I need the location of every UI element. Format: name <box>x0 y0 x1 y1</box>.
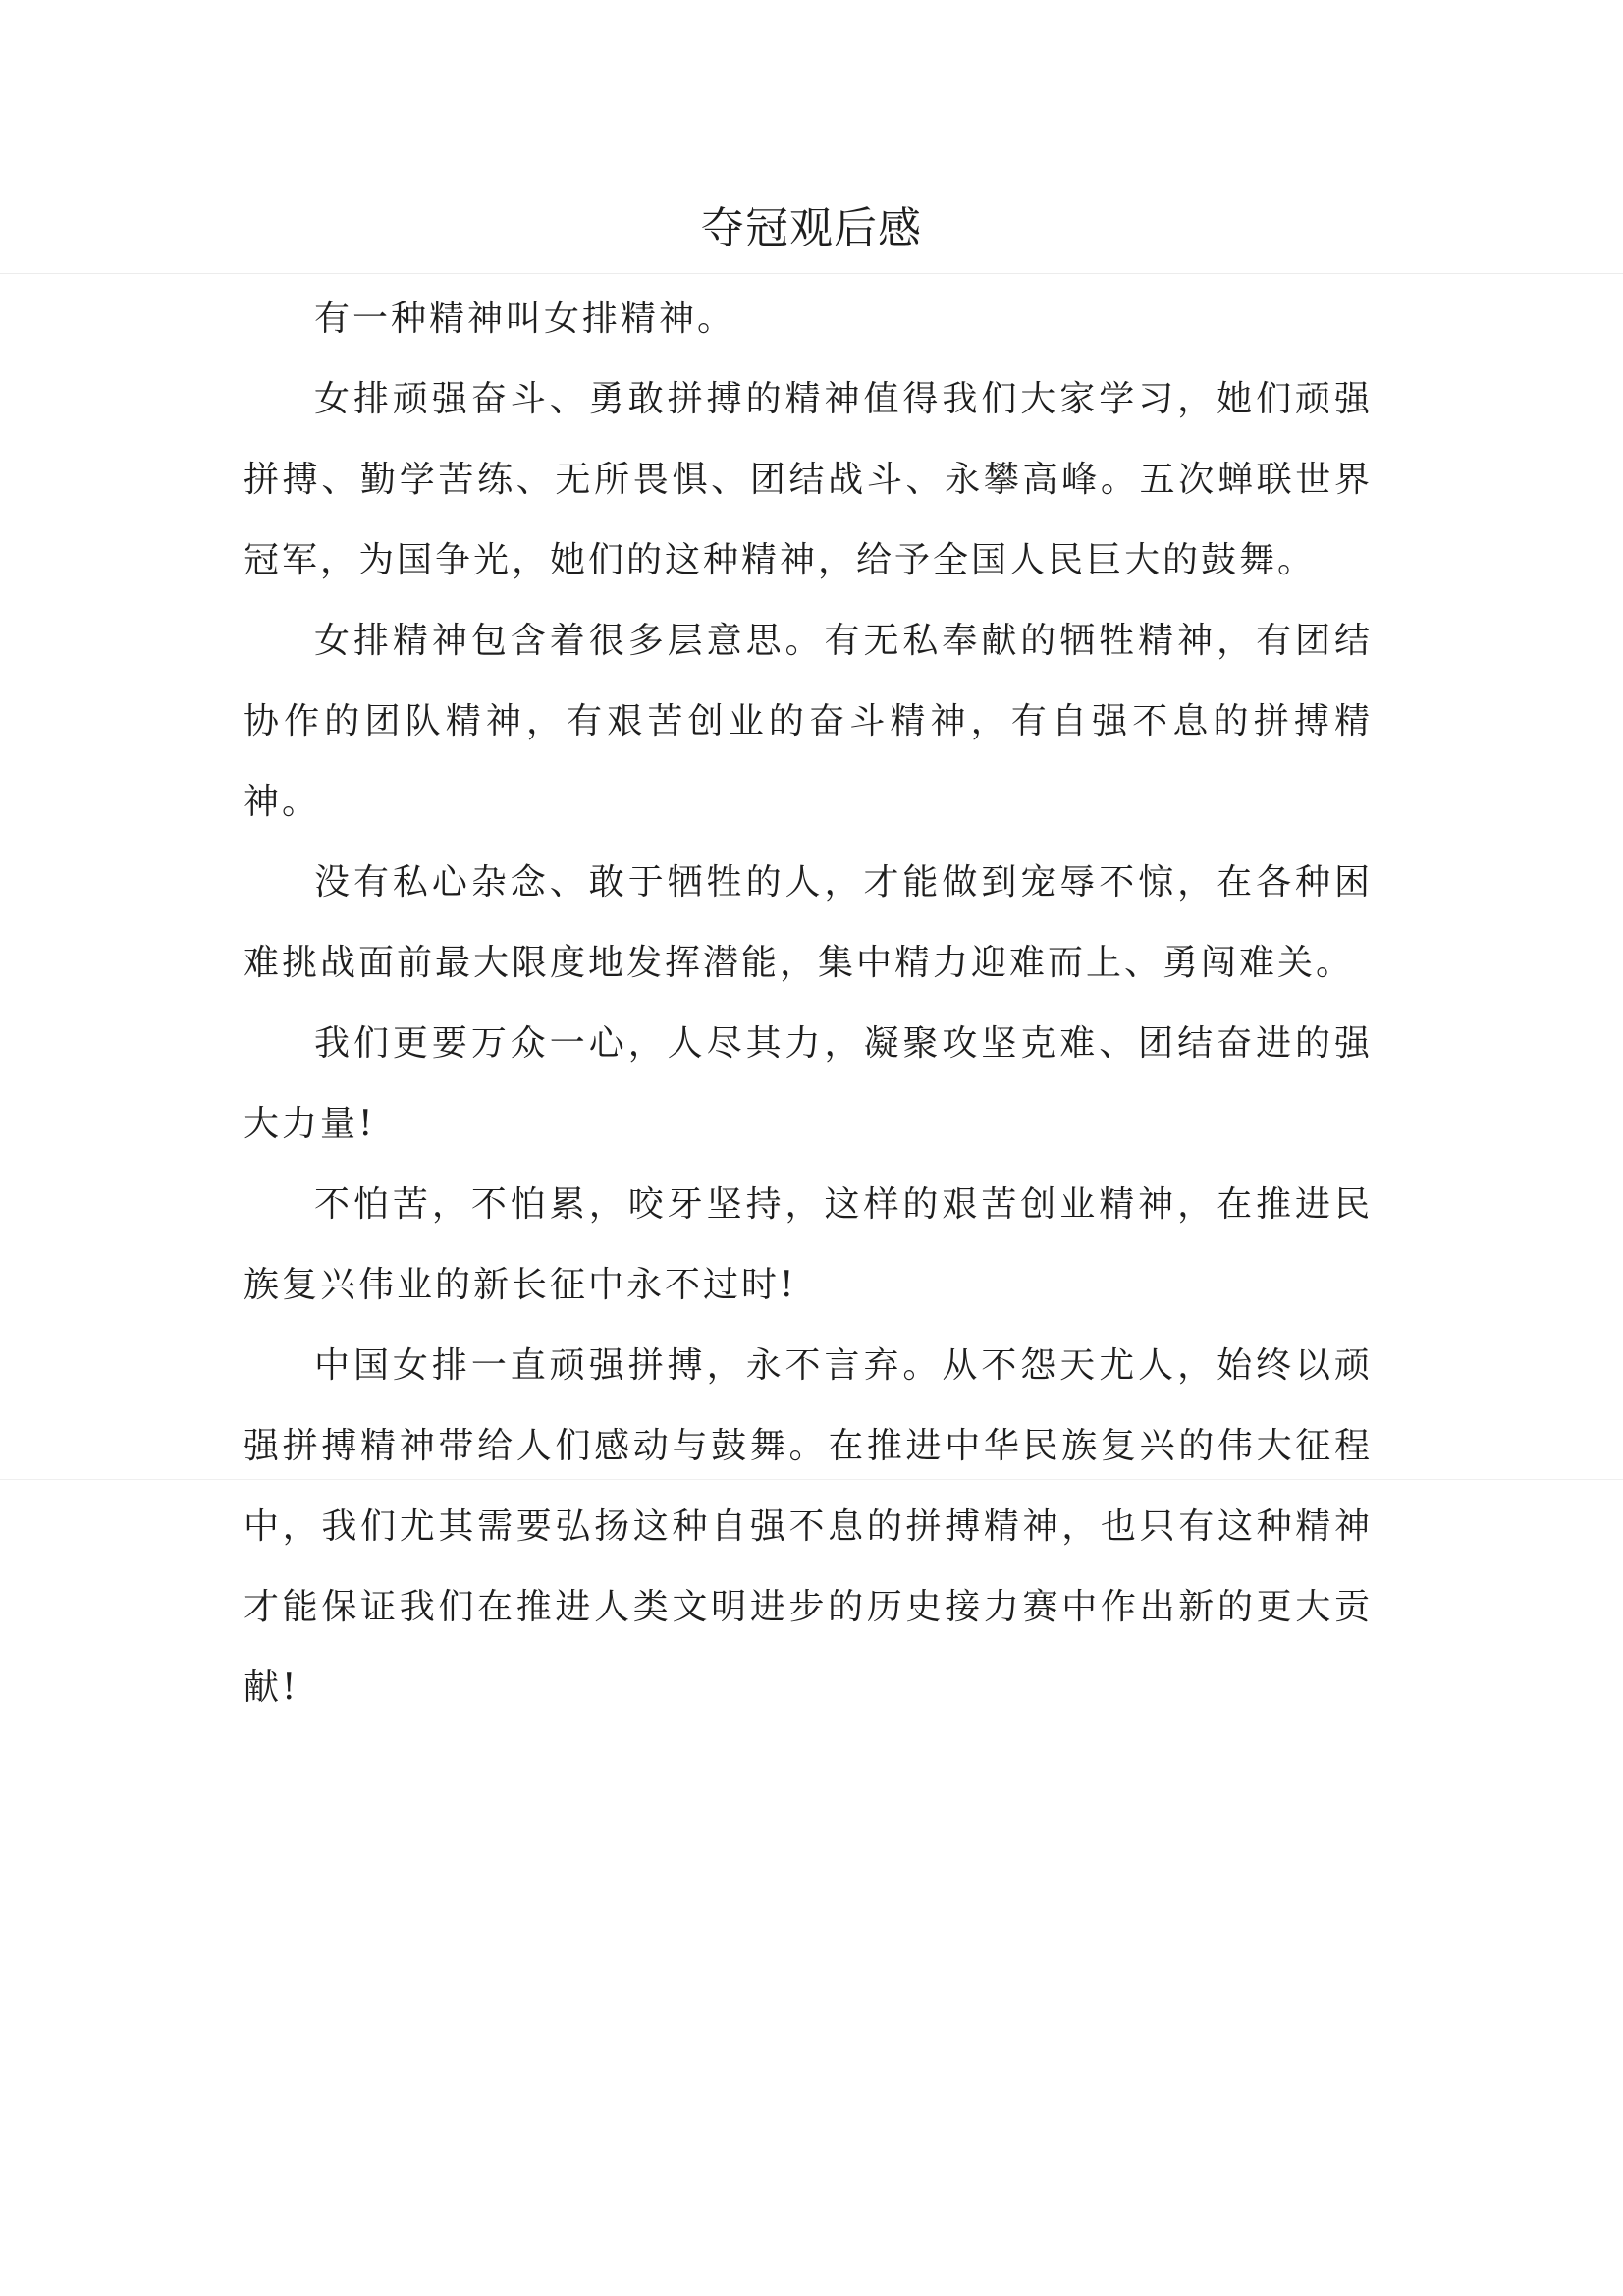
essay-paragraph: 不怕苦，不怕累，咬牙坚持，这样的艰苦创业精神，在推进民族复兴伟业的新长征中永不过时! <box>243 1184 1373 1305</box>
essay-paragraph: 没有私心杂念、敢于牺牲的人，才能做到宠辱不惊，在各种困难挑战面前最大限度地发挥潜能，集中精力迎难而上、勇闯难关。 <box>243 862 1373 983</box>
essay-paragraph: 有一种精神叫女排精神。 <box>314 299 736 339</box>
essay-paragraph: 女排顽强奋斗、勇敢拼搏的精神值得我们大家学习，她们顽强拼搏、勤学苦练、无所畏惧、团结战斗、永攀高峰。五次蝉联世界冠军，为国争光，她们的这种精神，给予全国人民巨大的鼓舞。 <box>243 379 1373 580</box>
essay-title: 夺冠观后感 <box>701 203 922 253</box>
essay-paragraph: 女排精神包含着很多层意思。有无私奉献的牺牲精神，有团结协作的团队精神，有艰苦创业的奋斗精神，有自强不息的拼搏精神。 <box>243 621 1373 822</box>
essay-body <box>243 279 1373 1728</box>
essay-paragraph: 中国女排一直顽强拼搏，永不言弃。从不怨天尤人，始终以顽强拼搏精神带给人们感动与鼓舞。在推进中华民族复兴的伟大征程中，我们尤其需要弘扬这种自强不息的拼搏精神，也只有这种精神才能保证我们在推进人类文明进步的历史接力赛中作出新的更大贡献! <box>243 1345 1373 1708</box>
scan-artifact-line <box>0 273 1623 274</box>
essay-paragraph: 我们更要万众一心，人尽其力，凝聚攻坚克难、团结奋进的强大力量! <box>243 1023 1373 1144</box>
